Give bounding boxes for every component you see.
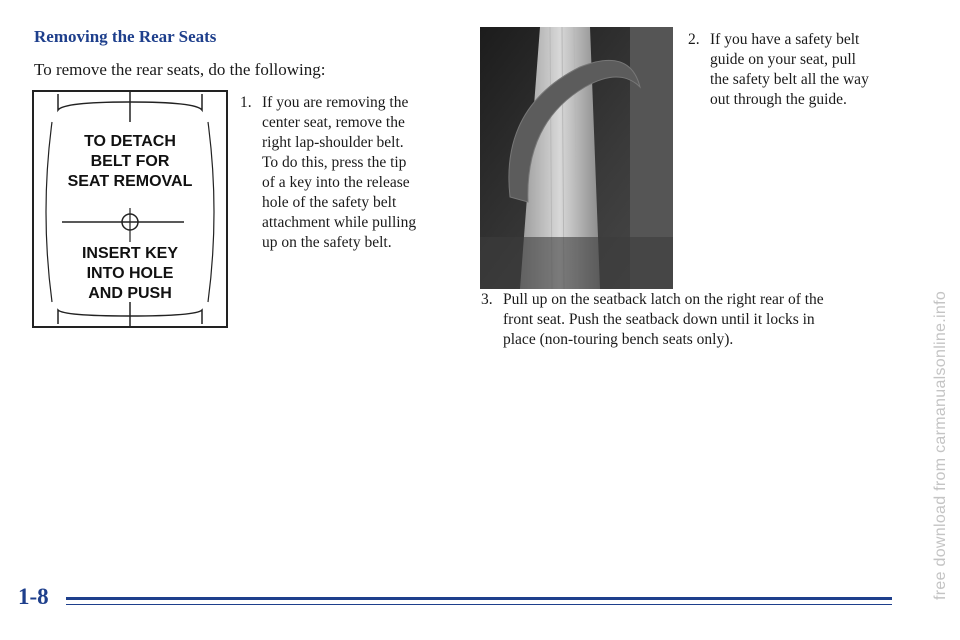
step-line: hole of the safety belt [262, 194, 397, 211]
step-line: the safety belt all the way [710, 71, 869, 88]
label-line: SEAT REMOVAL [67, 173, 193, 190]
label-line: BELT FOR [90, 153, 170, 170]
footer-rule-thin [66, 604, 892, 605]
page-number: 1-8 [18, 584, 49, 609]
step-body [262, 93, 416, 253]
footer-rule [66, 597, 892, 600]
section-heading: Removing the Rear Seats [34, 27, 217, 46]
step-line: Pull up on the seatback latch on the right rear of the [503, 291, 824, 308]
step-line: out through the guide. [710, 91, 847, 108]
step-line: of a key into the release [262, 174, 410, 191]
label-line: AND PUSH [88, 285, 172, 302]
step-line: guide on your seat, pull [710, 51, 856, 68]
step-3 [481, 290, 901, 356]
belt-removal-label-figure [32, 90, 228, 328]
step-line: If you are removing the [262, 94, 409, 111]
step-number: 2. [688, 31, 700, 48]
step-number: 1. [240, 94, 252, 111]
step-line: right lap-shoulder belt. [262, 134, 404, 151]
step-2 [688, 30, 918, 120]
label-line: TO DETACH [84, 133, 176, 150]
step-body [710, 30, 869, 110]
step-line: up on the safety belt. [262, 234, 392, 251]
step-line: center seat, remove the [262, 114, 405, 131]
label-line: INSERT KEY [81, 245, 178, 262]
step-line: front seat. Push the seatback down until it locks in [503, 311, 815, 328]
step-line: place (non-touring bench seats only). [503, 331, 734, 348]
step-body [503, 290, 824, 350]
label-line: INTO HOLE [86, 265, 174, 282]
safety-belt-guide-photo [480, 27, 673, 289]
step-line: To do this, press the tip [262, 154, 407, 171]
watermark-text: free download from carmanualsonline.info [932, 290, 949, 600]
step-line: attachment while pulling [262, 214, 417, 231]
belt-guide-image [480, 27, 673, 289]
intro-text: To remove the rear seats, do the following: [34, 60, 326, 79]
step-number: 3. [481, 291, 493, 308]
step-1 [240, 93, 470, 263]
step-line: If you have a safety belt [710, 31, 860, 48]
